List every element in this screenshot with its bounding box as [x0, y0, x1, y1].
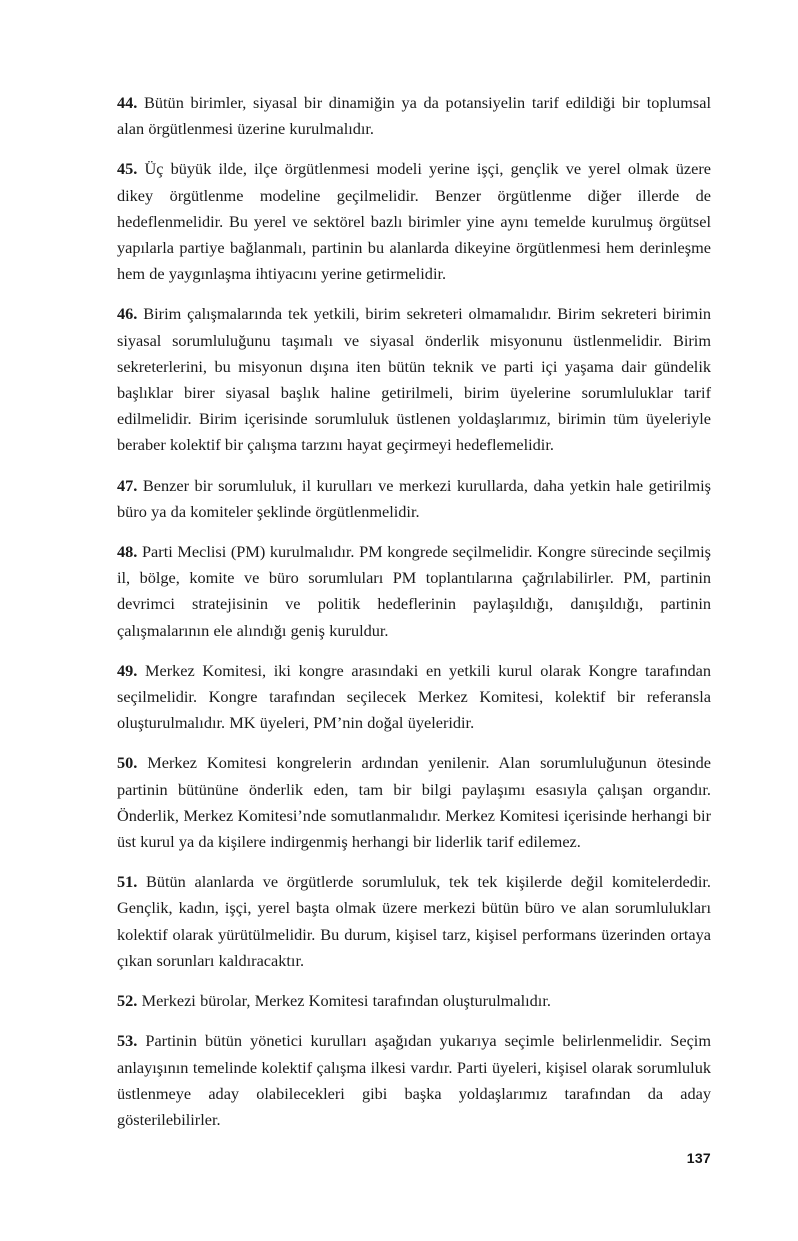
- paragraph: [117, 1028, 711, 1133]
- paragraph-text: Benzer bir sorumluluk, il kurulları ve merkezi kurullarda, daha yetkin hale getirilmiş büro ya da komiteler şeklinde örgütlenmelidir.: [117, 475, 711, 521]
- paragraph-text: Birim çalışmalarında tek yetkili, birim sekreteri olmamalıdır. Birim sekreteri birimin siyasal sorumluluğunu taşımalı ve siyasal önderlik misyonunu üstlenmelidir. Birim sekreterlerini, bu misyonun dışına iten bütün teknik ve parti içi yaşama dair gündelik başlıklar birer siyasal başlık haline getirilmeli, birim üyelerine sorumluluklar tarif edilmelidir. Birim içerisinde sorumluluk üstlenen yoldaşlarımız, birimin tüm üyeleriyle beraber kolektif bir çalışma tarzını hayat geçirmeyi hedeflemelidir.: [117, 304, 711, 455]
- paragraph: [117, 869, 711, 974]
- paragraph-text: Bütün alanlarda ve örgütlerde sorumluluk, tek tek kişilerde değil komitelerdedir. Gençlik, kadın, işçi, yerel başta olmak üzere merkezi bütün büro ve alan sorumlulukları kolektif olarak yürütülmelidir. Bu durum, kişisel tarz, kişisel performans üzerinden ortaya çıkan sorunları kaldıracaktır.: [117, 872, 711, 970]
- paragraph-number: 45.: [117, 159, 138, 179]
- paragraph: [117, 658, 711, 737]
- page-footer: [117, 1150, 711, 1168]
- paragraph-text: Bütün birimler, siyasal bir dinamiğin ya da potansiyelin tarif edildiği bir toplumsal alan örgütlenmesi üzerine kurulmalıdır.: [117, 93, 711, 139]
- paragraph-number: 49.: [117, 660, 138, 680]
- paragraph-text: Merkezi bürolar, Merkez Komitesi tarafından oluşturulmalıdır.: [137, 991, 551, 1011]
- paragraph-number: 47.: [117, 475, 138, 495]
- body-text-block: [117, 90, 711, 1133]
- paragraph-number: 48.: [117, 542, 138, 562]
- paragraph-text: Partinin bütün yönetici kurulları aşağıdan yukarıya seçimle belirlenmelidir. Seçim anlayışının temelinde kolektif çalışma ilkesi vardır. Parti üyeleri, kişisel olarak sorumluluk üstlenmeye aday olabilecekleri gibi başka yoldaşlarımız tarafından da aday gösterilebilirler.: [117, 1031, 711, 1129]
- paragraph-text: Merkez Komitesi, iki kongre arasındaki en yetkili kurul olarak Kongre tarafından seçilmelidir. Kongre tarafından seçilecek Merkez Komitesi, kolektif bir referansla oluşturulmalıdır. MK üyeleri, PM’nin doğal üyeleridir.: [117, 660, 711, 733]
- paragraph-text: Parti Meclisi (PM) kurulmalıdır. PM kongrede seçilmelidir. Kongre sürecinde seçilmiş il, bölge, komite ve büro sorumluları PM toplantılarına çağrılabilirler. PM, partinin devrimci stratejisinin ve politik hedeflerinin paylaşıldığı, danışıldığı, partinin çalışmalarının ele alındığı geniş kuruldur.: [117, 542, 711, 640]
- paragraph-text: Merkez Komitesi kongrelerin ardından yenilenir. Alan sorumluluğunun ötesinde partinin bütününe önderlik eden, tam bir bilgi paylaşımı esasıyla çalışan organdır. Önderlik, Merkez Komitesi’nde somutlanmalıdır. Merkez Komitesi içerisinde herhangi bir üst kurul ya da kişilere indirgenmiş herhangi bir liderlik tarif edilemez.: [117, 753, 711, 852]
- paragraph-number: 53.: [117, 1031, 138, 1051]
- paragraph: [117, 750, 711, 855]
- page-number: 137: [686, 1150, 711, 1166]
- paragraph-number: 44.: [117, 93, 138, 112]
- paragraph: [117, 90, 711, 142]
- paragraph: [117, 539, 711, 644]
- paragraph: [117, 473, 711, 525]
- paragraph: [117, 301, 711, 458]
- paragraph-text: Üç büyük ilde, ilçe örgütlenmesi modeli yerine işçi, gençlik ve yerel olmak üzere dikey örgütlenme modeline geçilmelidir. Benzer örgütlenme diğer illerde de hedeflenmelidir. Bu yerel ve sektörel bazlı birimler yine aynı temelde kurulmuş örgütsel yapılarla partiye bağlanmalı, partinin bu alanlarda dikeyine örgütlenmesi hem derinleşme hem de yaygınlaşma ihtiyacını yerine getirmelidir.: [117, 159, 711, 284]
- paragraph-number: 50.: [117, 753, 138, 773]
- paragraph: [117, 156, 711, 287]
- paragraph: [117, 988, 711, 1014]
- paragraph-number: 46.: [117, 304, 138, 324]
- paragraph-number: 52.: [117, 991, 138, 1011]
- paragraph-number: 51.: [117, 872, 138, 892]
